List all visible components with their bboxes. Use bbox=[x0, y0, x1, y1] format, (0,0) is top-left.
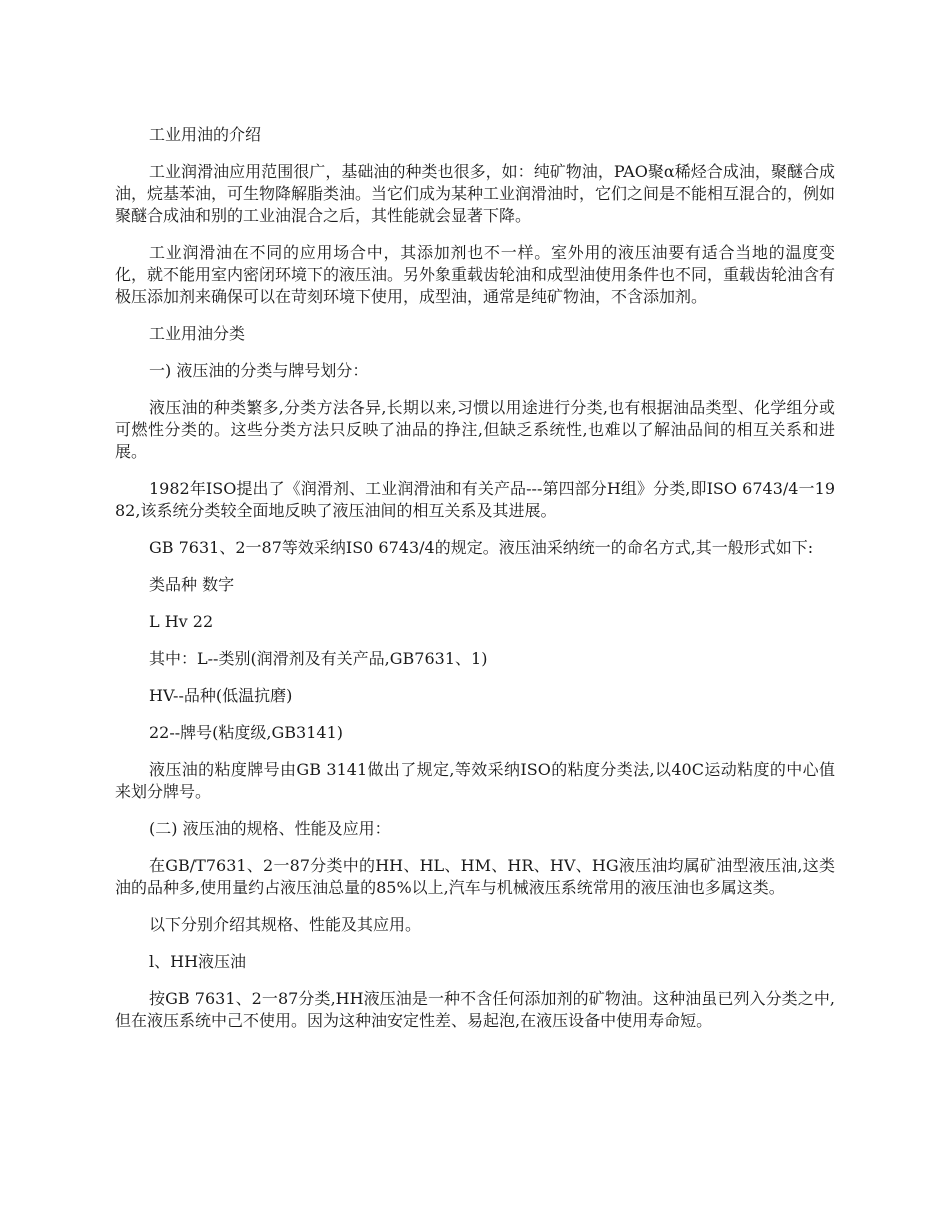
paragraph-section-2-heading: (二) 液压油的规格、性能及应用： bbox=[149, 819, 391, 838]
paragraph-additives: 工业润滑油在不同的应用场合中，其添加剂也不一样。室外用的液压油要有适合当地的温度变化，就不能用室内密闭环境下的液压油。另外象重载齿轮油和成型油使用条件也不同，重载齿轮油含有极压添加剂来确保可以在苛刻环境下使用，成型油，通常是纯矿物油，不含添加剂。 bbox=[115, 243, 836, 306]
paragraph-naming-hv: HV--品种(低温抗磨) bbox=[149, 686, 293, 705]
paragraph-hh-description: 按GB 7631、2一87分类,HH液压油是一种不含任何添加剂的矿物油。这种油虽已列入分类之中,但在液压系统中己不使用。因为这种油安定性差、易起泡,在液压设备中使用寿命短。 bbox=[115, 989, 835, 1030]
paragraph-mineral-oils: 在GB/T7631、2一87分类中的HH、HL、HM、HR、HV、HG液压油均属矿油型液压油,这类油的品种多,使用量约占液压油总量的85%以上,汽车与机械液压系统常用的液压油也多属这类。 bbox=[115, 856, 835, 897]
paragraph-viscosity-grade: 液压油的粘度牌号由GB 3141做出了规定,等效采纳ISO的粘度分类法,以40C运动粘度的中心值来划分牌号。 bbox=[115, 760, 835, 801]
paragraph-title-intro: 工业用油的介绍 bbox=[149, 125, 262, 144]
paragraph-base-oils: 工业润滑油应用范围很广，基础油的种类也很多，如：纯矿物油，PAO聚α稀烃合成油，聚醚合成油，烷基苯油，可生物降解脂类油。当它们成为某种工业润滑油时，它们之间是不能相互混合的，例如聚醚合成油和别的工业油混合之后，其性能就会显著下降。 bbox=[115, 162, 836, 225]
paragraph-intro-specs: 以下分别介绍其规格、性能及其应用。 bbox=[149, 915, 422, 934]
paragraph-iso-1982: 1982年ISO提出了《润滑剂、工业润滑油和有关产品---第四部分H组》分类,即ISO 6743/4一1982,该系统分类较全面地反映了液压油间的相互关系及其进展。 bbox=[115, 479, 835, 520]
paragraph-hh-heading: l、HH液压油 bbox=[149, 952, 247, 971]
paragraph-naming-l: 其中：L--类别(润滑剂及有关产品,GB7631、1) bbox=[149, 649, 488, 668]
paragraph-naming-example: L Hv 22 bbox=[149, 612, 214, 631]
paragraph-naming-22: 22--牌号(粘度级,GB3141) bbox=[149, 723, 344, 742]
document-body bbox=[115, 124, 835, 1047]
paragraph-classification-methods: 液压油的种类繁多,分类方法各异,长期以来,习惯以用途进行分类,也有根据油品类型、化学组分或可燃性分类的。这些分类方法只反映了油品的挣注,但缺乏系统性,也难以了解油品间的相互关系和进展。 bbox=[115, 398, 835, 461]
paragraph-naming-format: 类品种 数字 bbox=[149, 575, 235, 594]
paragraph-section-1-heading: 一) 液压油的分类与牌号划分： bbox=[149, 361, 369, 380]
paragraph-title-classification: 工业用油分类 bbox=[149, 324, 246, 343]
paragraph-gb-7631: GB 7631、2一87等效采纳ⅠS0 6743/4的规定。液压油采纳统一的命名方式,其一般形式如下: bbox=[149, 538, 814, 557]
